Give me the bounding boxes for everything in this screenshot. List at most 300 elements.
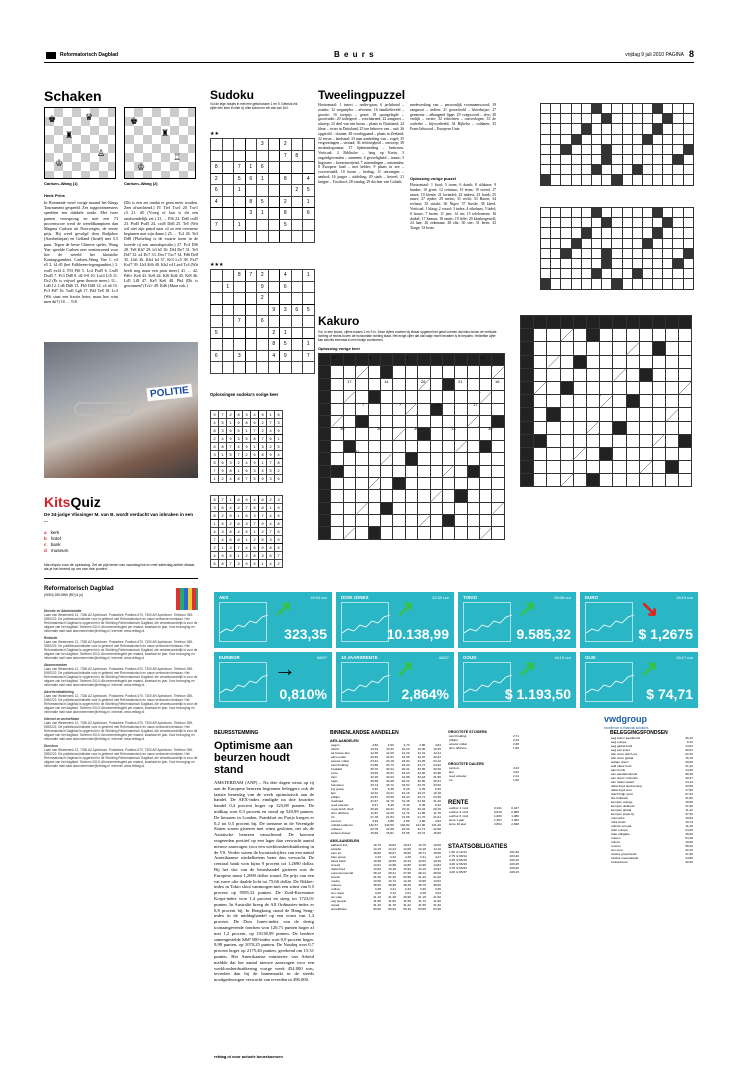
- sudoku-cell: [234, 339, 246, 351]
- sudoku-cell: 7: [234, 162, 246, 174]
- sudoku-cell: [303, 293, 315, 305]
- crossword-cell: [541, 104, 551, 114]
- ticker-tokio[interactable]: [458, 592, 576, 648]
- table-cell: 31,80: [685, 796, 693, 800]
- kakuro-cell: [521, 421, 534, 434]
- kakuro-cell: [586, 342, 599, 355]
- kakuro-cell: [393, 378, 405, 390]
- aandelen-title: BINNENLANDSE AANDELEN: [330, 730, 399, 736]
- kakuro-cell: [356, 490, 368, 502]
- crossword-grid-1[interactable]: [540, 103, 694, 186]
- sudoku-cell: 2: [259, 528, 267, 536]
- sudoku-cell: 5: [280, 339, 292, 351]
- table-cell: 4,03: [434, 891, 441, 895]
- table-cell: 2,864: [493, 822, 502, 826]
- table-cell: aeg duurz aandfonds: [611, 736, 641, 740]
- sudoku-cell: 4: [267, 512, 275, 520]
- chess-caption-2: Carlsen–Wang (2): [124, 181, 158, 186]
- table-cell: 4,82: [372, 743, 379, 747]
- sudoku-cell: [211, 139, 223, 151]
- sudoku-cell: 4: [219, 536, 227, 544]
- kakuro-cell: [418, 453, 430, 465]
- kakuro-cell: [455, 440, 467, 452]
- sudoku-cell: [291, 139, 303, 151]
- kakuro-cell: [679, 408, 692, 421]
- sudoku-cell: 2: [211, 435, 219, 443]
- kakuro-cell: [331, 378, 343, 390]
- kakuro-cell: [368, 490, 380, 502]
- kakuro-cell: [492, 366, 504, 378]
- crossword-cell: [541, 258, 551, 268]
- kakuro-cell: [534, 421, 547, 434]
- sudoku-cell: 5: [267, 467, 275, 475]
- kakuro-cell: [547, 474, 560, 487]
- table-cell: 21,56: [401, 815, 410, 819]
- ticker-sparkline: [341, 602, 389, 642]
- crossword-cell: [541, 208, 551, 218]
- crossword-cell: [591, 269, 601, 279]
- table-cell: philips: [331, 795, 340, 799]
- tweeling-title: Tweelingpuzzel: [318, 88, 406, 102]
- kakuro-cell: [639, 355, 652, 368]
- crossword-cell: [612, 218, 622, 228]
- crossword-grid-2[interactable]: [540, 207, 694, 290]
- sudoku-cell: 2: [267, 443, 275, 451]
- crossword-cell: [591, 218, 601, 228]
- sudoku-cell: [234, 293, 246, 305]
- sudoku-cell: 7: [227, 443, 235, 451]
- table-cell: 15,78: [685, 756, 693, 760]
- kakuro-cell: [521, 434, 534, 447]
- sudoku-cell: 6: [275, 475, 283, 483]
- kakuro-cell: [521, 447, 534, 460]
- sudoku-cell: 5: [275, 512, 283, 520]
- crossword-cell: [632, 124, 642, 134]
- crossword-cell: [653, 165, 663, 175]
- table-cell: 14,83: [433, 863, 441, 867]
- sudoku-cell: 7: [280, 150, 292, 162]
- sudoku-cell: [291, 362, 303, 374]
- ticker-time: 08/07: [438, 655, 449, 660]
- kakuro-cell: [368, 477, 380, 489]
- table-cell: 30,65: [417, 767, 426, 771]
- crossword-cell: [551, 175, 561, 185]
- table-cell: 4,90: [419, 819, 426, 823]
- ticker-arrow-up-icon: ↗: [640, 656, 659, 681]
- amx-table: [330, 843, 442, 911]
- sudoku-cell: [234, 231, 246, 243]
- handcuffs-image: [74, 402, 134, 416]
- table-cell: 10,43: [403, 859, 411, 863]
- kakuro-cell: [480, 465, 492, 477]
- ticker-goud[interactable]: [458, 652, 576, 708]
- sudoku-cell: [245, 304, 257, 316]
- ticker-olie[interactable]: [580, 652, 698, 708]
- crossword-cell: [663, 208, 673, 218]
- table-cell: 0,810: [493, 810, 502, 814]
- kakuro-cell: [652, 329, 665, 342]
- table-cell: 4,01: [404, 891, 411, 895]
- kakuro-cell: [356, 477, 368, 489]
- sudoku-cell: 1: [245, 162, 257, 174]
- table-cell: 4,00 nl 06/16: [449, 862, 467, 866]
- sudoku-cell: [280, 185, 292, 197]
- table-cell: 24,40: [685, 828, 693, 832]
- crossword-cell: [683, 238, 693, 248]
- sudoku-cell: [222, 350, 234, 362]
- ticker-arrow-up-icon: ↗: [274, 596, 293, 621]
- ticker-value: 10.138,99: [386, 626, 449, 642]
- crossword-cell: [571, 154, 581, 164]
- kakuro-cell: [393, 366, 405, 378]
- colophon: [44, 586, 174, 597]
- kakuro-cell: [521, 461, 534, 474]
- table-cell: 20,29: [370, 807, 379, 811]
- table-cell: asn milieu waterf: [611, 780, 635, 784]
- ticker-label: OLIE: [585, 655, 596, 660]
- table-cell: tnt: [449, 778, 453, 782]
- kakuro-cell: [639, 434, 652, 447]
- table-cell: 10,75: [418, 843, 426, 847]
- sudoku-grid-1[interactable]: [210, 138, 315, 243]
- table-cell: 58,20: [685, 844, 693, 848]
- kakuro-cell: [343, 515, 355, 527]
- kakuro-cell: [492, 354, 504, 366]
- kakuro-cell: [547, 434, 560, 447]
- sudoku-cell: 1: [259, 459, 267, 467]
- sudoku-cell: 5: [259, 536, 267, 544]
- kakuro-cell: [586, 474, 599, 487]
- kakuro-cell: [405, 453, 417, 465]
- kakuro-cell: [652, 355, 665, 368]
- table-cell: 12,26: [386, 751, 394, 755]
- kakuro-cell: [405, 465, 417, 477]
- table-cell: royal dutch shell: [331, 807, 354, 811]
- crossword-cell: [653, 269, 663, 279]
- sudoku-cell: 6: [251, 544, 259, 552]
- kakuro-cell: [534, 342, 547, 355]
- kakuro-cell: [492, 515, 504, 527]
- crossword-cell: [653, 114, 663, 124]
- kakuro-cell: [480, 515, 492, 527]
- crossword-cell: [632, 134, 642, 144]
- table-cell: 108,15: [509, 870, 519, 874]
- table-cell: 10,58: [373, 859, 381, 863]
- kakuro-cell: [380, 477, 392, 489]
- table-cell: 31,25: [401, 799, 410, 803]
- table-cell: tomtom: [449, 766, 460, 770]
- sudoku-cell: 1: [243, 427, 251, 435]
- table-cell: 101,60: [509, 850, 519, 854]
- kakuro-cell: [679, 368, 692, 381]
- crossword-cell: [612, 248, 622, 258]
- kakuro-cell: [331, 366, 343, 378]
- kakuro-cell: [331, 453, 343, 465]
- sudoku-cell: [234, 304, 246, 316]
- sudoku-cell: [245, 350, 257, 362]
- sudoku-cell: 8: [211, 512, 219, 520]
- kakuro-cell: [534, 408, 547, 421]
- crossword-cell: [612, 208, 622, 218]
- beurs-body: AMSTERDAM (ANP) – Na drie dagen winst op rij aan de Europese beurzen begonnen beleggers ook de laatste beursdag van de week optimistisch aan de handel. De AEX-index eindigde na drie kwartier handel 0,4 procent hoger op 323,88 punten. De midkap won 0,3 procent en stond op 520,99 punten. De beurzen in Londen, Frankfurt en Parijs kregen er 0,2 tot 0,5 procent bij. De toename in de Verenigde Staten waren gisteren met winst gesloten, net als de Aziatische beurzen vanochtend. De koersen reageerden positief op een lager dan verwacht aantal nieuwe aanvragen voor een werkloosheidsuitkering in de VS. Verder waren de kwartaalcijfers van een aantal Amerikaanse winkelketens beter dan verwacht. De centraal bank won bijna 9 procent tot 1,2690 dollar. Bij het slot van de beurshandel gisteren was de Europese munt 1,2690 dollar waard. De prijs van een vat ruwe olie daalde licht tot 75,66 dollar. De Nikkei-index in Tokio sloot vanmorgen met een winst van 0,5 procent op 9585,32 punten. De Zuid-Koreaanse Kospi-index won 1,4 procent en steeg tot 1723,01 punten. In Australië kreeg de All Ordinaries-index er 0,8 procent bij. In Hongkong stond de Hang Seng-index in de middaghandel op een winst van 1,3 procent. De Dow Jones-index van de dertig toonaangevende fondsen won 120,71 punten hoger af met 1,2 procent, op 10138,99 punten. De bredere samengestelde S&P 500-index won 0,9 procent hoger, 9,98 punten, op 1070,25 punten. De Nasdaq won 0,7 procent hoger op 2175,40 punten, gerekend om 15.31 punten. Het Amerikaanse ministerie van Arbeid meldde dat het aantal nieuwe aanvragen voor een werkloosheidsuitkering vorige week 454.000 was, tevreden dan bij de banenmarkt in de steeds noodgedwongen verwacht van tevreden in 496.000.: [214, 780, 314, 983]
- sudoku-cell: [268, 316, 280, 328]
- table-cell: sbm offshore: [449, 746, 467, 750]
- kakuro-grid[interactable]: [520, 315, 692, 487]
- sudoku-level-1: ★★: [210, 131, 219, 137]
- kakuro-cell: [455, 354, 467, 366]
- ticker-value: 2,864%: [401, 686, 449, 702]
- kakuro-cell: [319, 403, 331, 415]
- sudoku-cell: [257, 231, 269, 243]
- sudoku-cell: [234, 196, 246, 208]
- table-cell: 22,32: [685, 752, 693, 756]
- sudoku-cell: 2: [219, 475, 227, 483]
- table-cell: dsm: [331, 775, 337, 779]
- sudoku-cell: [234, 208, 246, 220]
- crossword-cell: [683, 154, 693, 164]
- kakuro-cell: [534, 434, 547, 447]
- sudoku-cell: [268, 196, 280, 208]
- sudoku-cell: [291, 162, 303, 174]
- kakuro-cell: [600, 316, 613, 329]
- table-cell: 10,32: [386, 747, 394, 751]
- market-stats: [448, 730, 520, 874]
- table-cell: 42,91: [386, 755, 394, 759]
- kakuro-cell: [573, 342, 586, 355]
- crossword-cell: [571, 248, 581, 258]
- kakuro-cell: [492, 415, 504, 427]
- sudoku-cell: 8: [280, 208, 292, 220]
- table-cell: 31,40: [433, 799, 441, 803]
- kakuro-cell: [442, 515, 454, 527]
- ticker-sparkline: [585, 662, 633, 702]
- kakuro-cell: [418, 440, 430, 452]
- table-cell: reed elsevier: [449, 774, 467, 778]
- sudoku-cell: 9: [280, 350, 292, 362]
- crossword-cell: [602, 258, 612, 268]
- table-cell: 28,21: [388, 871, 396, 875]
- ticker-dow-jones[interactable]: [336, 592, 454, 648]
- kakuro-cell: [586, 395, 599, 408]
- kakuro-cell: [442, 477, 454, 489]
- sudoku-cell: [222, 327, 234, 339]
- sudoku-cell: [245, 293, 257, 305]
- table-cell: 1,083: [493, 814, 502, 818]
- table-cell: 10,21: [386, 791, 394, 795]
- ticker-arrow-up-icon: ↗: [518, 596, 537, 621]
- sudoku-cell: 8: [251, 552, 259, 560]
- kakuro-cell: [467, 428, 479, 440]
- kakuro-cell: [455, 453, 467, 465]
- table-cell: 11,80: [388, 899, 396, 903]
- kakuro-cell: [430, 366, 442, 378]
- ticker-arrow-down-icon: ↘: [640, 596, 659, 621]
- sudoku-cell: 9: [243, 560, 251, 568]
- kakuro-cell: [405, 391, 417, 403]
- table-cell: 21,84: [386, 815, 394, 819]
- ticker-euribor[interactable]: [214, 652, 332, 708]
- table-cell: philips: [449, 738, 458, 742]
- schaken-title: Schaken: [44, 88, 102, 104]
- kakuro-cell: [467, 453, 479, 465]
- table-cell: 19,65: [685, 840, 693, 844]
- kakuro-cell: [368, 391, 380, 403]
- table-cell: asml holding: [449, 734, 467, 738]
- kakuro-cell: [652, 368, 665, 381]
- crossword-cell: [591, 175, 601, 185]
- ticker-time: 18:17 uur: [676, 655, 693, 660]
- crossword-cell: [602, 124, 612, 134]
- beursstemming: [214, 730, 314, 1059]
- table-cell: ten cate: [331, 895, 343, 899]
- table-cell: aeg global fund: [611, 744, 633, 748]
- ticker-time: 08/07: [316, 655, 327, 660]
- crossword-cell: [591, 228, 601, 238]
- quiz-option-d[interactable]: [44, 548, 68, 554]
- tweeling-solution-text: Horizontaal: 1 bord; 3 toren; 6 drank; 8 alfabaar; 9 bunker; 10 groet; 12 ceintuur; 15 ieren; 19 tweed; 17 zeurn; 19 klente; 21 lavendel; 22 indrest; 23 frank; 25 naser; 27 rijnbe; 29 metro; 31 recht; 33 Baron; 34 rechaut; 35 sirtaki; 36 Niger; 37 Austle; 38 kleed. Verticaal: 1 blaag; 2 vorsel; 3 index; 4 eikehaas; 5 ladel; 6 bonas; 7 keren; 11 jaer; 14 rin; 15 telefoneren; 16 duikel; 17 Samon; 18 amier; 19 leffe; 20 kloakergestell; 24 lant; 26 zekenaan; 28 rikt; 30 ster; 31 leren; 32 Tonge; 33 beter.: [410, 183, 496, 231]
- table-cell: 131,90: [415, 823, 426, 827]
- table-cell: 20,95: [403, 895, 411, 899]
- table-cell: 45,60: [685, 832, 693, 836]
- crossword-cell: [571, 208, 581, 218]
- sudoku-cell: [245, 231, 257, 243]
- crossword-cell: [683, 248, 693, 258]
- kakuro-cell: [626, 368, 639, 381]
- sudoku-cell: [222, 362, 234, 374]
- kakuro-cell: [480, 378, 492, 390]
- kakuro-cell: [356, 378, 368, 390]
- sudoku-cell: [291, 339, 303, 351]
- sudoku-cell: 6: [235, 520, 243, 528]
- crossword-cell: [612, 114, 622, 124]
- table-cell: 4,08: [419, 891, 426, 895]
- table-cell: abn amro global: [611, 756, 634, 760]
- kakuro-cell: [331, 490, 343, 502]
- table-cell: 10,30: [417, 747, 426, 751]
- kakuro-clue: 26: [421, 378, 426, 384]
- dalers-row: [448, 778, 520, 782]
- sudoku-cell: 8: [227, 528, 235, 536]
- sudoku-cell: 7: [219, 411, 227, 419]
- ticker-aex[interactable]: [214, 592, 332, 648]
- crossword-cell: [602, 114, 612, 124]
- sudoku-cell: 9: [211, 411, 219, 419]
- table-cell: imtech: [331, 875, 341, 879]
- colophon-section-text: Laan van Westenenk 12, 7336 AZ Apeldoorn. Postadres: Postbus 670, 7300 AR Apeldoorn. Telefoon 055-5390222. De publiekscoördinatie voor is gelieerd met Reformatorisch en nauw verbonden bestaan. Het Reformatorisch Dagblad is opgerecht in de Stichting Reformatorisch Dagblad, die verantwoordelijk is voor de uitgave van het dagblad. Tarieven 2010: Abonnementsgeld per maand, kwartaal en jaar. Voor bezorging en informatie mail naar abonnementen@refdag.nl. Internet: www.refdag.nl.: [44, 613, 198, 633]
- sudoku-cell: [268, 150, 280, 162]
- sudoku-cell: 3: [235, 560, 243, 568]
- crossword-cell: [622, 144, 632, 154]
- crossword-cell: [632, 175, 642, 185]
- table-cell: ordina: [331, 887, 340, 891]
- sudoku-cell: 7: [267, 459, 275, 467]
- crossword-cell: [673, 175, 683, 185]
- kakuro-clue: 15: [480, 355, 485, 360]
- table-cell: 48,50: [433, 883, 441, 887]
- table-cell: 41,22: [685, 764, 693, 768]
- table-cell: 30,21: [401, 767, 410, 771]
- quiz-option-key: a: [44, 530, 47, 535]
- crossword-cell: [541, 248, 551, 258]
- crossword-cell: [602, 144, 612, 154]
- kakuro-cell: [331, 440, 343, 452]
- crossword-cell: [673, 258, 683, 268]
- sudoku-cell: [222, 196, 234, 208]
- crossword-cell: [632, 165, 642, 175]
- sudoku-grid-2[interactable]: [210, 269, 315, 374]
- dalers-title: GROOTSTE DALERS: [448, 762, 484, 766]
- table-cell: wolters kluwer: [331, 831, 351, 835]
- table-cell: 11,60: [433, 899, 441, 903]
- crossword-cell: [561, 114, 571, 124]
- kakuro-cell: [393, 440, 405, 452]
- sudoku-cell: 5: [227, 552, 235, 560]
- table-cell: rolinco: [611, 840, 621, 844]
- kakuro-cell: [666, 381, 679, 394]
- crossword-cell: [541, 165, 551, 175]
- sudoku-cell: [234, 362, 246, 374]
- crossword-cell: [653, 218, 663, 228]
- kakuro-clue: 37: [332, 355, 337, 360]
- amx-head: AMX-AANDELEN: [330, 839, 360, 843]
- ticker-10-jaarsrente[interactable]: [336, 652, 454, 708]
- sudoku-cell: [245, 327, 257, 339]
- crossword-cell: [561, 248, 571, 258]
- table-cell: akzo nobel: [331, 755, 346, 759]
- kakuro-cell: [405, 440, 417, 452]
- kakuro-cell: [467, 440, 479, 452]
- stijgers-row: [448, 746, 520, 750]
- table-cell: 15,55: [401, 831, 410, 835]
- sudoku-cell: [245, 185, 257, 197]
- table-cell: 4,80: [403, 819, 410, 823]
- sudoku-cell: 8: [235, 475, 243, 483]
- sudoku-cell: [222, 139, 234, 151]
- crossword-cell: [561, 228, 571, 238]
- sudoku-cell: 3: [243, 520, 251, 528]
- crossword-cell: [673, 208, 683, 218]
- table-cell: 31,62: [417, 799, 426, 803]
- sudoku-solutions-title: Oplossingen sudoku's vorige keer: [210, 392, 279, 397]
- kakuro-cell: [405, 378, 417, 390]
- table-cell: 3,34: [404, 887, 411, 891]
- table-cell: 25,15: [685, 736, 693, 740]
- table-cell: asn aandelenfonds: [611, 772, 638, 776]
- kakuro-cell: [430, 490, 442, 502]
- table-cell: 2,848: [511, 822, 519, 826]
- crossword-cell: [591, 144, 601, 154]
- sudoku-cell: 8: [268, 339, 280, 351]
- table-cell: 24,52: [433, 763, 441, 767]
- kakuro-cell: [679, 381, 692, 394]
- crossword-cell: [612, 238, 622, 248]
- ticker-time: 08:08 uur: [554, 595, 571, 600]
- sudoku-cell: 3: [267, 536, 275, 544]
- crossword-cell: [581, 269, 591, 279]
- kakuro-cell: [455, 527, 467, 539]
- ticker-euro[interactable]: [580, 592, 698, 648]
- table-cell: aalberts ind.: [331, 843, 348, 847]
- colophon-section-heading: Directeur: [44, 744, 58, 748]
- crossword-cell: [551, 208, 561, 218]
- sudoku-cell: 3: [211, 451, 219, 459]
- crossword-cell: [673, 279, 683, 289]
- table-cell: 17,60: [685, 788, 693, 792]
- table-cell: aegon: [331, 743, 340, 747]
- kakuro-cell: [626, 421, 639, 434]
- kakuro-cell: [319, 428, 331, 440]
- crossword-cell: [561, 279, 571, 289]
